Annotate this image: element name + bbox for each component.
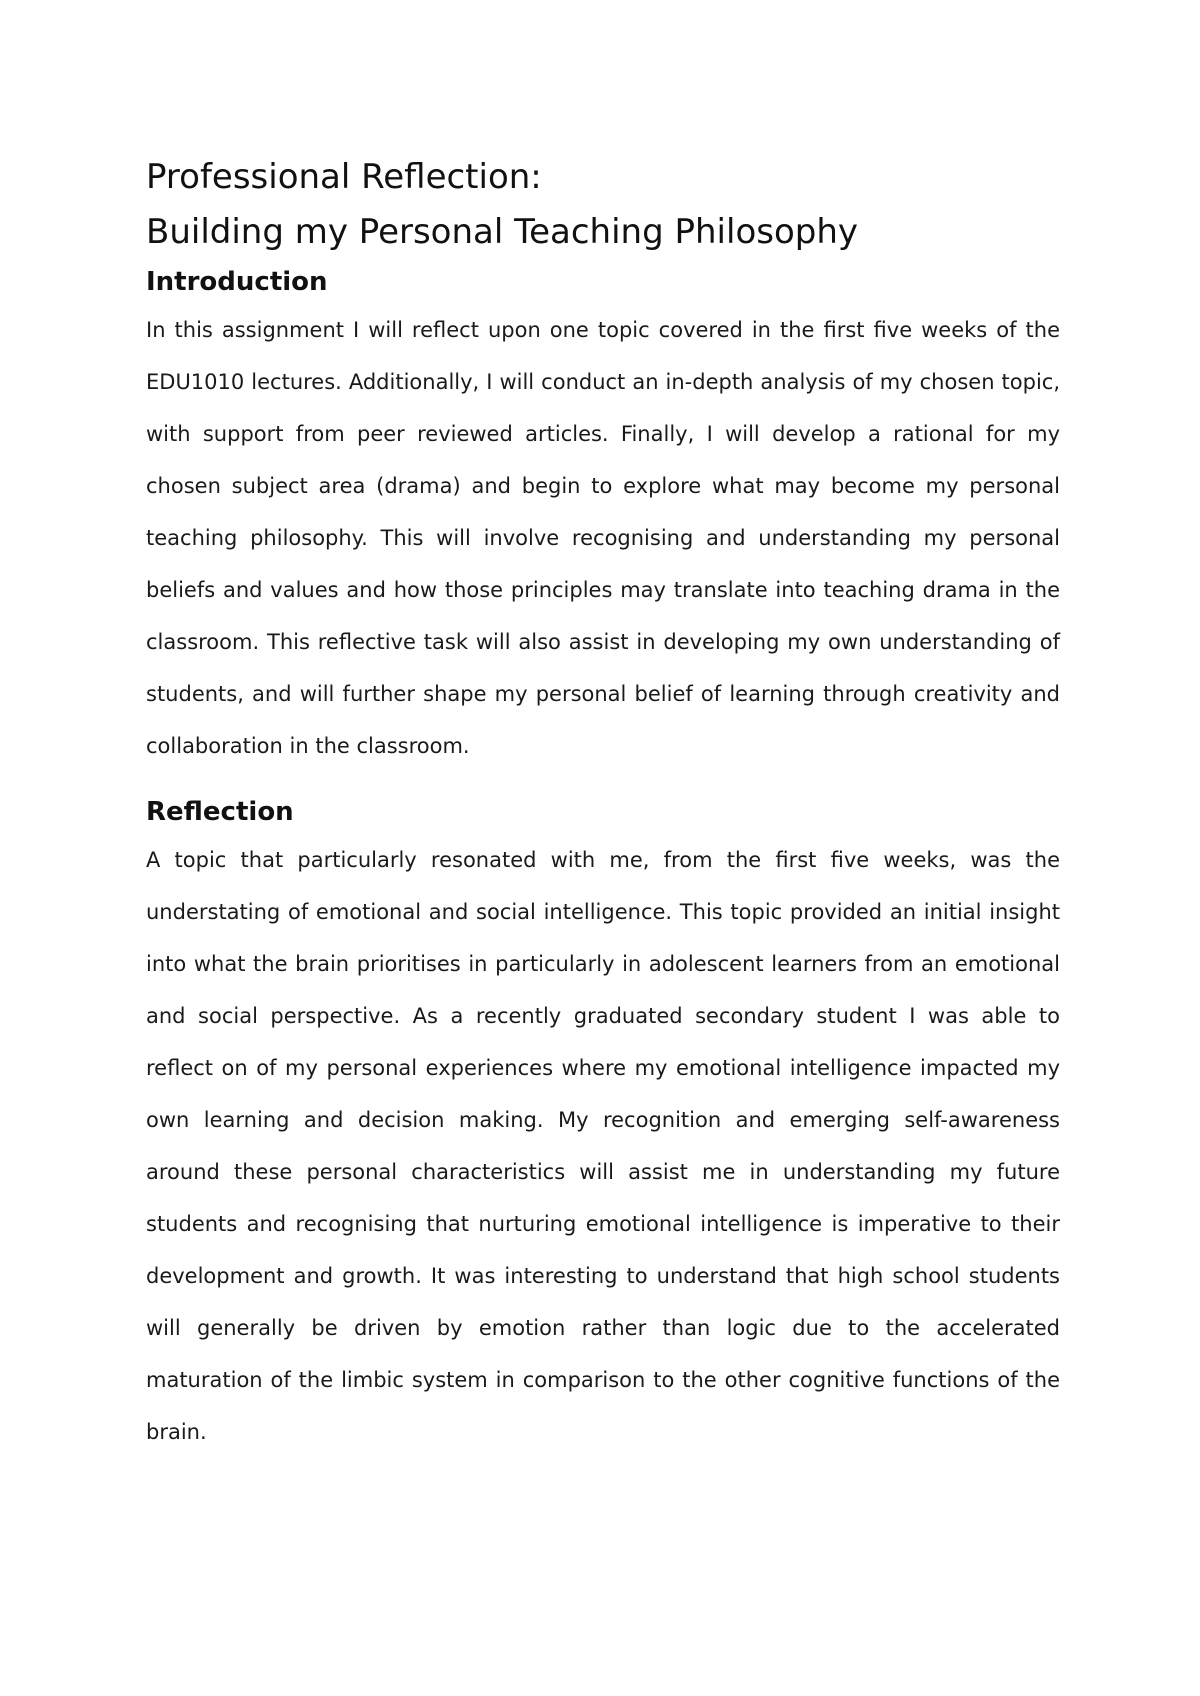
document-title-line-2: Building my Personal Teaching Philosophy: [146, 212, 859, 252]
section-heading-introduction: Introduction: [146, 267, 328, 297]
section-body-introduction: In this assignment I will reflect upon one topic covered in the first five weeks of the EDU1010 lectures. Additionally, I will conduct an in-depth analysis of my chosen topic, with support from peer reviewed articles. Finally, I will develop a rational for my chosen subject area (drama) and begin to explore what may become my personal teaching philosophy. This will involve recognising and understanding my personal beliefs and values and how those principles may translate into teaching drama in the classroom. This reflective task will also assist in developing my own understanding of students, and will further shape my personal belief of learning through creativity and collaboration in the classroom.: [146, 318, 1060, 758]
section-body-reflection: A topic that particularly resonated with me, from the first five weeks, was the understating of emotional and social intelligence. This topic provided an initial insight into what the brain prioritises in particularly in adolescent learners from an emotional and social perspective. As a recently graduated secondary student I was able to reflect on of my personal experiences where my emotional intelligence impacted my own learning and decision making. My recognition and emerging self-awareness around these personal characteristics will assist me in understanding my future students and recognising that nurturing emotional intelligence is imperative to their development and growth. It was interesting to understand that high school students will generally be driven by emotion rather than logic due to the accelerated maturation of the limbic system in comparison to the other cognitive functions of the brain.: [146, 848, 1060, 1444]
section-heading-reflection: Reflection: [146, 797, 294, 827]
document-content: [146, 150, 1060, 1458]
document-title-line-1: Professional Reflection:: [146, 157, 542, 197]
